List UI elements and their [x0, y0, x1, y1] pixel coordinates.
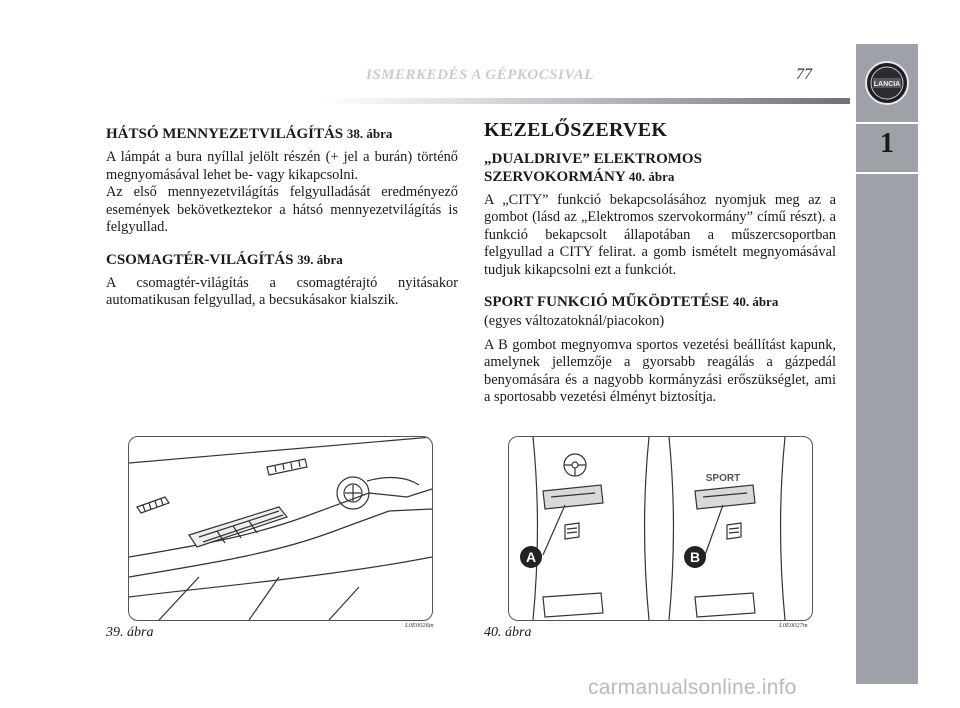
section-subtitle: (egyes változatoknál/piacokon): [484, 313, 665, 329]
tab-divider: [856, 172, 918, 174]
section-heading-rear-light: HÁTSÓ MENNYEZETVILÁGÍTÁS 38. ábra: [106, 126, 393, 142]
callout-a-label: A: [525, 549, 537, 565]
paragraph: A csomagtér-világítás a csomagtérajtó nyitásakor automatikusan felgyullad, a becsukásakor kialszik.: [106, 274, 458, 308]
paragraph: Az első mennyezetvilágítás felgyulladását eredményező események bekövetkeztekor a hátsó mennyezetvilágítás is felgyullad.: [106, 184, 458, 235]
figure-caption: 40. ábra: [484, 625, 532, 640]
paragraph: A B gombot megnyomva sportos vezetési beállítást kapunk, amelynek jellemzője a gyorsabb reagálás a gázpedál benyomására és a nagyobb kormányzási erőszükséglet, ami a sportosabb vezetési élményt biztosítja.: [484, 336, 836, 405]
figure-code: L0E0027m: [779, 622, 808, 629]
header-rule: [320, 98, 850, 104]
paragraph: A lámpát a bura nyíllal jelölt részén (+ jel a burán) történő megnyomásával lehet be- vagy kikapcsolni.: [106, 149, 458, 183]
figure-caption: 39. ábra: [106, 625, 154, 640]
left-column: [106, 125, 458, 310]
tab-divider: [856, 122, 918, 124]
steering-buttons-illustration: [509, 437, 812, 620]
sport-label: SPORT: [705, 473, 741, 484]
watermark: carmanualsonline.info: [588, 676, 797, 699]
figure-code: L0E0026m: [405, 622, 434, 629]
page-number: 77: [796, 66, 812, 83]
paragraph: A „CITY” funkció bekapcsolásához nyomjuk meg az a gombot (lásd az „Elektromos szervokormány” című részt). a funkció bekapcsolt állapotában a műszercsoportban felgyullad a CITY felirat. a gomb ismételt megnyomásával tudjuk kikapcsolni ezt a funkciót.: [484, 191, 836, 278]
lancia-logo-icon: [864, 60, 910, 106]
running-header: ISMERKEDÉS A GÉPKOCSIVAL: [366, 67, 594, 83]
figure-steering-buttons: [508, 436, 813, 621]
chapter-number: 1: [880, 128, 894, 159]
section-heading-sport: SPORT FUNKCIÓ MŰKÖDTETÉSE 40. ábra: [484, 294, 779, 310]
brand-logo-area: [856, 44, 918, 122]
logo-text: LANCIA: [873, 81, 901, 88]
right-column: [484, 119, 836, 407]
figure-boot-light: [128, 436, 433, 621]
main-heading: KEZELŐSZERVEK: [484, 119, 668, 141]
boot-light-illustration: [129, 437, 432, 620]
section-heading-dualdrive: „DUALDRIVE” ELEKTROMOS SZERVOKORMÁNY 40. ábra: [484, 150, 702, 185]
callout-b-label: B: [689, 549, 701, 565]
section-heading-boot-light: CSOMAGTÉR-VILÁGÍTÁS 39. ábra: [106, 251, 343, 268]
